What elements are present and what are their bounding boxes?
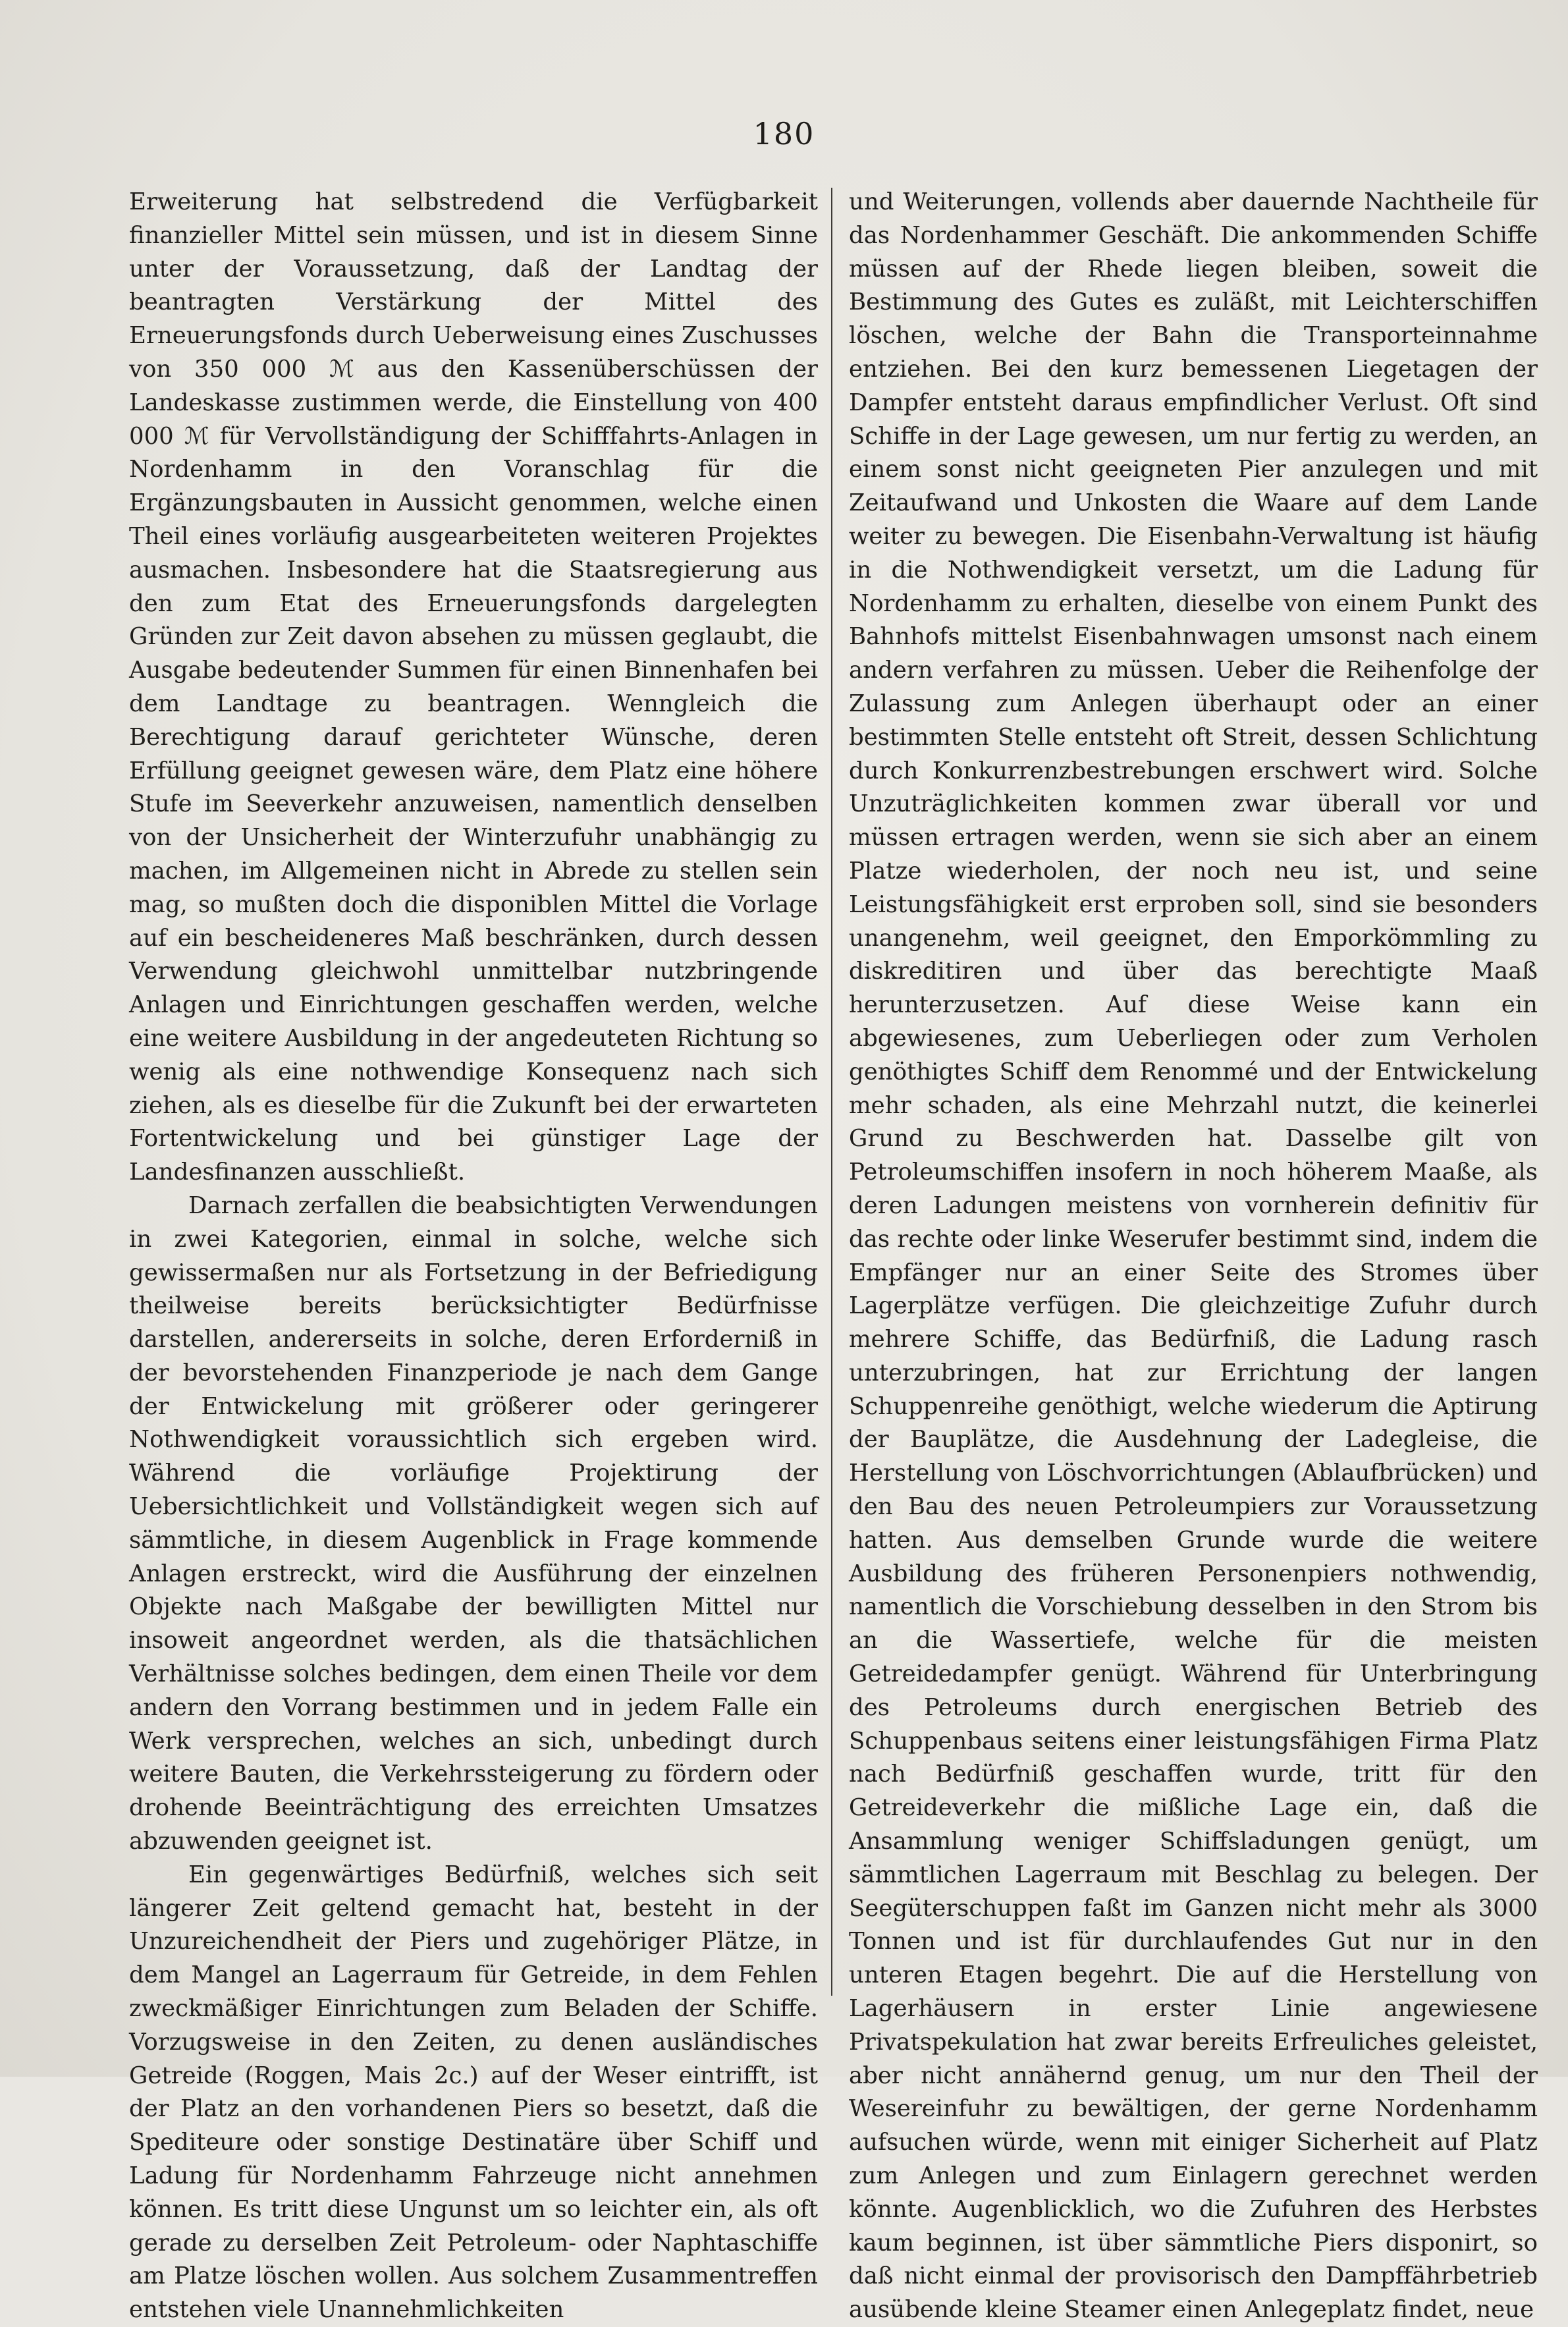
right-text-column bbox=[849, 186, 1538, 2324]
page-number: 180 bbox=[753, 116, 815, 151]
column-divider bbox=[831, 188, 832, 1996]
paragraph: Erweiterung hat selbstredend die Verfügbarkeit finanzieller Mittel sein müssen, und ist in diesem Sinne unter der Voraussetzung, daß der Landtag der beantragten Verstärkung der Mittel des Erneuerungsfonds durch Ueberweisung eines Zuschusses von 350 000 ℳ aus den Kassenüberschüssen der Landeskasse zustimmen werde, die Einstellung von 400 000 ℳ für Vervollständigung der Schifffahrts-Anlagen in Nordenhamm in den Voranschlag für die Ergänzungsbauten in Aussicht genommen, welche einen Theil eines vorläufig ausgearbeiteten weiteren Projektes ausmachen. Insbesondere hat die Staatsregierung aus den zum Etat des Erneuerungsfonds dargelegten Gründen zur Zeit davon absehen zu müssen geglaubt, die Ausgabe bedeutender Summen für einen Binnenhafen bei dem Landtage zu beantragen. Wenngleich die Berechtigung darauf gerichteter Wünsche, deren Erfüllung geeignet gewesen wäre, dem Platz eine höhere Stufe im Seeverkehr anzuweisen, namentlich denselben von der Unsicherheit der Winterzufuhr unabhängig zu machen, im Allgemeinen nicht in Abrede zu stellen sein mag, so mußten doch die disponiblen Mittel die Vorlage auf ein bescheideneres Maß beschränken, durch dessen Verwendung gleichwohl unmittelbar nutzbringende Anlagen und Einrichtungen geschaffen werden, welche eine weitere Ausbildung in der angedeuteten Richtung so wenig als eine nothwendige Konsequenz nach sich ziehen, als es dieselbe für die Zukunft bei der erwarteten Fortentwickelung und bei günstiger Lage der Landesfinanzen ausschließt. bbox=[129, 188, 818, 1186]
paragraph: Darnach zerfallen die beabsichtigten Verwendungen in zwei Kategorien, einmal in solche, welche sich gewissermaßen nur als Fortsetzung in der Befriedigung theilweise bereits berücksichtigter Bedürfnisse darstellen, andererseits in solche, deren Erforderniß in der bevorstehenden Finanzperiode je nach dem Gange der Entwickelung mit größerer oder geringerer Nothwendigkeit voraussichtlich sich ergeben wird. Während die vorläufige Projektirung der Uebersichtlichkeit und Vollständigkeit wegen sich auf sämmtliche, in diesem Augenblick in Frage kommende Anlagen erstreckt, wird die Ausführung der einzelnen Objekte nach Maßgabe der bewilligten Mittel nur insoweit angeordnet werden, als die thatsächlichen Verhältnisse solches bedingen, dem einen Theile vor dem andern den Vorrang bestimmen und in jedem Falle ein Werk versprechen, welches an sich, unbedingt durch weitere Bauten, die Verkehrssteigerung zu fördern oder drohende Beeinträchtigung des erreichten Umsatzes abzuwenden geeignet ist. bbox=[129, 1191, 818, 1855]
paragraph: Ein gegenwärtiges Bedürfniß, welches sich seit längerer Zeit geltend gemacht hat, besteht in der Unzureichendheit der Piers und zugehöriger Plätze, in dem Mangel an Lagerraum für Getreide, in dem Fehlen zweckmäßiger Einrichtungen zum Beladen der Schiffe. Vorzugsweise in den Zeiten, zu denen ausländisches Getreide (Roggen, Mais 2c.) auf der Weser eintrifft, ist der Platz an den vorhandenen Piers so besetzt, daß die Spediteure oder sonstige Destinatäre über Schiff und Ladung für Nordenhamm Fahrzeuge nicht annehmen können. Es tritt diese Ungunst um so leichter ein, als oft gerade zu derselben Zeit Petroleum- oder Naphtaschiffe am Platze löschen wollen. Aus solchem Zusammentreffen entstehen viele Unannehmlichkeiten bbox=[129, 1861, 818, 2324]
paragraph: und Weiterungen, vollends aber dauernde Nachtheile für das Nordenhammer Geschäft. Die ankommenden Schiffe müssen auf der Rhede liegen bleiben, soweit die Bestimmung des Gutes es zuläßt, mit Leichterschiffen löschen, welche der Bahn die Transporteinnahme entziehen. Bei den kurz bemessenen Liegetagen der Dampfer entsteht daraus empfindlicher Verlust. Oft sind Schiffe in der Lage gewesen, um nur fertig zu werden, an einem sonst nicht geeigneten Pier anzulegen und mit Zeitaufwand und Unkosten die Waare auf dem Lande weiter zu bewegen. Die Eisenbahn-Verwaltung ist häufig in die Nothwendigkeit versetzt, um die Ladung für Nordenhamm zu erhalten, dieselbe von einem Punkt des Bahnhofs mittelst Eisenbahnwagen umsonst nach einem andern verfahren zu müssen. Ueber die Reihenfolge der Zulassung zum Anlegen überhaupt oder an einer bestimmten Stelle entsteht oft Streit, dessen Schlichtung durch Konkurrenzbestrebungen erschwert wird. Solche Unzuträglichkeiten kommen zwar überall vor und müssen ertragen werden, wenn sie sich aber an einem Platze wiederholen, der noch neu ist, und seine Leistungsfähigkeit erst erproben soll, sind sie besonders unangenehm, weil geeignet, den Emporkömmling zu diskreditiren und über das berechtigte Maaß herunterzusetzen. Auf diese Weise kann ein abgewiesenes, zum Ueberliegen oder zum Verholen genöthigtes Schiff dem Renommé und der Entwickelung mehr schaden, als eine Mehrzahl nutzt, die keinerlei Grund zu Beschwerden hat. Dasselbe gilt von Petroleumschiffen insofern in noch höherem Maaße, als deren Ladungen meistens von vornherein definitiv für das rechte oder linke Weserufer bestimmt sind, indem die Empfänger nur an einer Seite des Stromes über Lagerplätze verfügen. Die gleichzeitige Zufuhr durch mehrere Schiffe, das Bedürfniß, die Ladung rasch unterzubringen, hat zur Errichtung der langen Schuppenreihe genöthigt, welche wiederum die Aptirung der Bauplätze, die Ausdehnung der Ladegleise, die Herstellung von Löschvorrichtungen (Ablaufbrücken) und den Bau des neuen Petroleumpiers zur Voraussetzung hatten. Aus demselben Grunde wurde die weitere Ausbildung des früheren Personenpiers nothwendig, namentlich die Vorschiebung desselben in den Strom bis an die Wassertiefe, welche für die meisten Getreidedampfer genügt. Während für Unterbringung des Petroleums durch energischen Betrieb des Schuppenbaus seitens einer leistungsfähigen Firma Platz nach Bedürfniß geschaffen wurde, tritt für den Getreideverkehr die mißliche Lage ein, daß die Ansammlung weniger Schiffsladungen genügt, um sämmtlichen Lagerraum mit Beschlag zu belegen. Der Seegüterschuppen faßt im Ganzen nicht mehr als 3000 Tonnen und ist für durchlaufendes Gut nur in den unteren Etagen begehrt. Die auf die Herstellung von Lagerhäusern in erster Linie angewiesene Privatspekulation hat zwar bereits Erfreuliches geleistet, aber nicht annähernd genug, um nur den Theil der Wesereinfuhr zu bewältigen, der gerne Nordenhamm aufsuchen würde, wenn mit einiger Sicherheit auf Platz zum Anlegen und zum Einlagern gerechnet werden könnte. Augenblicklich, wo die Zufuhren des Herbstes kaum beginnen, ist über sämmtliche Piers disponirt, so daß nicht einmal der provisorisch den Dampffährbetrieb ausübende kleine Steamer einen Anlegeplatz findet, neue bbox=[849, 188, 1538, 2324]
left-text-column bbox=[129, 186, 818, 2324]
